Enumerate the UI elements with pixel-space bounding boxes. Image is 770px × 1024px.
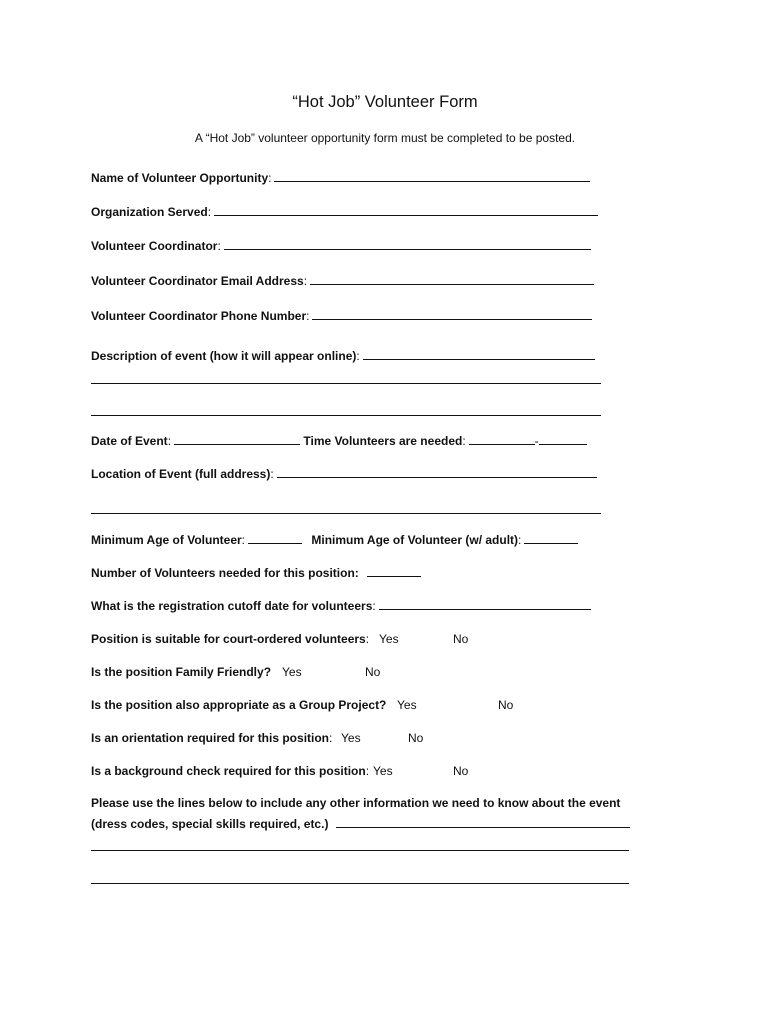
coordinator-field[interactable] [224, 238, 591, 250]
form-subtitle: A “Hot Job” volunteer opportunity form must be completed to be posted. [194, 131, 576, 145]
background-check-yes-option[interactable]: Yes [373, 764, 393, 778]
coordinator-phone-row [91, 308, 592, 324]
group-project-no-option[interactable]: No [498, 698, 514, 712]
description-label: Description of event (how it will appear online) [91, 349, 357, 363]
colon: : [365, 632, 370, 646]
time-end-field[interactable] [539, 433, 587, 445]
form-title: “Hot Job” Volunteer Form [292, 93, 478, 111]
coordinator-phone-field[interactable] [312, 308, 592, 320]
court-ordered-row [91, 631, 369, 647]
colon: : [356, 349, 360, 363]
colon: : [518, 533, 522, 547]
colon: : [365, 764, 370, 778]
num-volunteers-field[interactable] [367, 565, 421, 577]
colon: : [207, 205, 212, 219]
colon: : [167, 434, 172, 448]
background-check-label: Is a background check required for this position [91, 764, 366, 778]
coordinator-phone-label: Volunteer Coordinator Phone Number [91, 309, 307, 323]
coordinator-email-row [91, 273, 594, 289]
court-ordered-label: Position is suitable for court-ordered volunteers [91, 632, 366, 646]
date-label: Date of Event [91, 434, 168, 448]
min-age-row [91, 532, 578, 548]
group-project-row [91, 697, 386, 713]
organization-label: Organization Served [91, 205, 208, 219]
min-age-adult-field[interactable] [524, 532, 578, 544]
coordinator-row [91, 238, 591, 254]
other-info-line-3[interactable] [91, 850, 629, 851]
description-line-2[interactable] [91, 383, 601, 384]
orientation-no-option[interactable]: No [408, 731, 424, 745]
organization-field[interactable] [214, 204, 598, 216]
other-info-line-2 [91, 816, 630, 832]
colon: : [372, 599, 376, 613]
opportunity-name-row [91, 170, 590, 186]
location-field[interactable] [277, 466, 597, 478]
min-age-label: Minimum Age of Volunteer [91, 533, 242, 547]
time-label: Time Volunteers are needed [303, 434, 463, 448]
other-info-label-2: (dress codes, special skills required, etc.) [91, 817, 329, 831]
location-line-2[interactable] [91, 513, 601, 514]
background-check-row [91, 763, 369, 779]
num-volunteers-row [91, 565, 421, 581]
other-info-line-1 [91, 795, 620, 811]
other-info-line-4[interactable] [91, 883, 629, 884]
time-dash: - [534, 434, 539, 448]
date-field[interactable] [174, 433, 300, 445]
colon: : [329, 731, 333, 745]
colon: : [268, 171, 272, 185]
family-friendly-yes-option[interactable]: Yes [282, 665, 302, 679]
cutoff-label: What is the registration cutoff date for volunteers [91, 599, 373, 613]
description-line-3[interactable] [91, 415, 601, 416]
opportunity-name-field[interactable] [274, 170, 590, 182]
time-start-field[interactable] [469, 433, 535, 445]
colon: : [270, 467, 274, 481]
family-friendly-label: Is the position Family Friendly? [91, 665, 272, 679]
coordinator-email-label: Volunteer Coordinator Email Address [91, 274, 304, 288]
other-info-label-1: Please use the lines below to include any other information we need to know about the event [91, 796, 621, 810]
description-row [91, 348, 595, 364]
orientation-row [91, 730, 332, 746]
court-ordered-no-option[interactable]: No [453, 632, 469, 646]
cutoff-row [91, 598, 591, 614]
colon: : [303, 274, 308, 288]
cutoff-field[interactable] [379, 598, 591, 610]
description-field[interactable] [363, 348, 595, 360]
family-friendly-row [91, 664, 271, 680]
min-age-field[interactable] [248, 532, 302, 544]
colon: : [306, 309, 310, 323]
group-project-yes-option[interactable]: Yes [397, 698, 417, 712]
orientation-yes-option[interactable]: Yes [341, 731, 361, 745]
num-volunteers-label: Number of Volunteers needed for this position: [91, 566, 359, 580]
orientation-label: Is an orientation required for this position [91, 731, 330, 745]
other-info-field[interactable] [336, 816, 630, 828]
opportunity-name-label: Name of Volunteer Opportunity [91, 171, 269, 185]
coordinator-email-field[interactable] [310, 273, 594, 285]
background-check-no-option[interactable]: No [453, 764, 469, 778]
date-time-row [91, 433, 587, 449]
family-friendly-no-option[interactable]: No [365, 665, 381, 679]
group-project-label: Is the position also appropriate as a Group Project? [91, 698, 387, 712]
location-row [91, 466, 597, 482]
court-ordered-yes-option[interactable]: Yes [379, 632, 399, 646]
colon: : [241, 533, 246, 547]
organization-row [91, 204, 598, 220]
colon: : [462, 434, 466, 448]
location-label: Location of Event (full address) [91, 467, 271, 481]
min-age-adult-label: Minimum Age of Volunteer (w/ adult) [311, 533, 519, 547]
colon: : [217, 239, 221, 253]
coordinator-label: Volunteer Coordinator [91, 239, 218, 253]
